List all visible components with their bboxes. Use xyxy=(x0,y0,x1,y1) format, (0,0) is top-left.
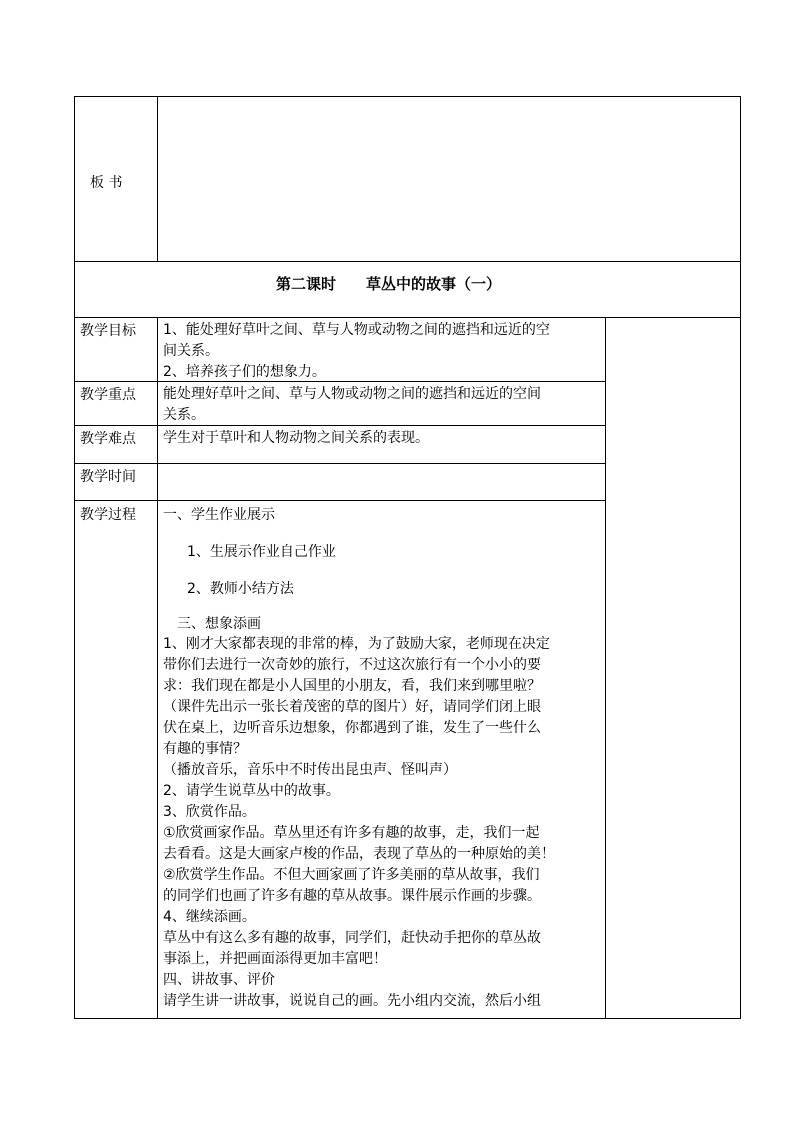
process-line: 带你们去进行一次奇妙的旅行，不过这次旅行有一个小小的要 xyxy=(163,657,541,673)
process-line: （播放音乐，音乐中不时传出昆虫声、怪叫声） xyxy=(163,762,457,778)
goals-line: 2、培养孩子们的想象力。 xyxy=(163,364,326,380)
goals-line: 1、能处理好草叶之间、草与人物或动物之间的遮挡和远近的空 xyxy=(163,322,550,338)
process-line: 求：我们现在都是小人国里的小朋友，看，我们来到哪里啦？ xyxy=(163,678,541,694)
board-divider xyxy=(157,96,158,262)
process-section-1: 一、学生作业展示 xyxy=(163,507,275,523)
process-line: （课件先出示一张长着茂密的草的图片）好，请同学们闭上眼 xyxy=(163,699,541,715)
key-points-line: 能处理好草叶之间、草与人物或动物之间的遮挡和远近的空间 xyxy=(163,386,541,402)
process-section-3: 三、想象添画 xyxy=(177,616,261,632)
label-column-divider xyxy=(157,317,158,1019)
title-bottom-rule xyxy=(74,317,741,318)
time-label: 教学时间 xyxy=(80,469,136,485)
process-line: 伏在桌上，边听音乐边想象，你都遇到了谁，发生了一些什么 xyxy=(163,720,541,736)
process-line: 1、刚才大家都表现的非常的棒，为了鼓励大家，老师现在决定 xyxy=(163,636,550,652)
key-points-line: 关系。 xyxy=(163,407,205,423)
goals-line: 间关系。 xyxy=(163,343,219,359)
process-line: ②欣赏学生作品。不但大画家画了许多美丽的草从故事，我们 xyxy=(163,867,540,883)
process-line: 2、请学生说草丛中的故事。 xyxy=(163,783,340,799)
process-line: 4、继续添画。 xyxy=(163,909,256,925)
process-label: 教学过程 xyxy=(80,507,136,523)
process-item-2: 2、教师小结方法 xyxy=(187,581,294,597)
process-line: 事添上，并把画面添得更加丰富吧！ xyxy=(163,951,387,967)
process-line: 3、欣赏作品。 xyxy=(163,804,256,820)
difficulties-label: 教学难点 xyxy=(80,431,136,447)
right-column-divider xyxy=(605,317,606,1019)
board-bottom-rule xyxy=(74,261,741,262)
row-rule-time xyxy=(74,500,606,501)
key-points-content xyxy=(163,384,541,426)
board-label: 板 书 xyxy=(90,175,123,191)
difficulties-content xyxy=(163,428,429,449)
process-content xyxy=(163,634,555,1012)
process-line: ①欣赏画家作品。草丛里还有许多有趣的故事，走，我们一起 xyxy=(163,825,540,841)
process-line: 去看看。这是大画家卢梭的作品，表现了草丛的一种原始的美！ xyxy=(163,846,555,862)
process-item-1: 1、生展示作业自己作业 xyxy=(187,544,336,560)
goals-label: 教学目标 xyxy=(80,323,136,339)
process-line: 有趣的事情？ xyxy=(163,741,247,757)
row-rule-difficulties xyxy=(74,463,606,464)
process-line: 的同学们也画了许多有趣的草从故事。课件展示作画的步骤。 xyxy=(163,888,541,904)
process-line: 请学生讲一讲故事，说说自己的画。先小组内交流，然后小组 xyxy=(163,993,541,1009)
key-points-label: 教学重点 xyxy=(80,387,136,403)
process-line: 草丛中有这么多有趣的故事，同学们，赶快动手把你的草丛故 xyxy=(163,930,541,946)
process-line: 四、讲故事、评价 xyxy=(163,972,275,988)
goals-content xyxy=(163,320,550,383)
lesson-title: 第二课时 草丛中的故事（一） xyxy=(276,275,502,293)
difficulties-line: 学生对于草叶和人物动物之间关系的表现。 xyxy=(163,430,429,446)
